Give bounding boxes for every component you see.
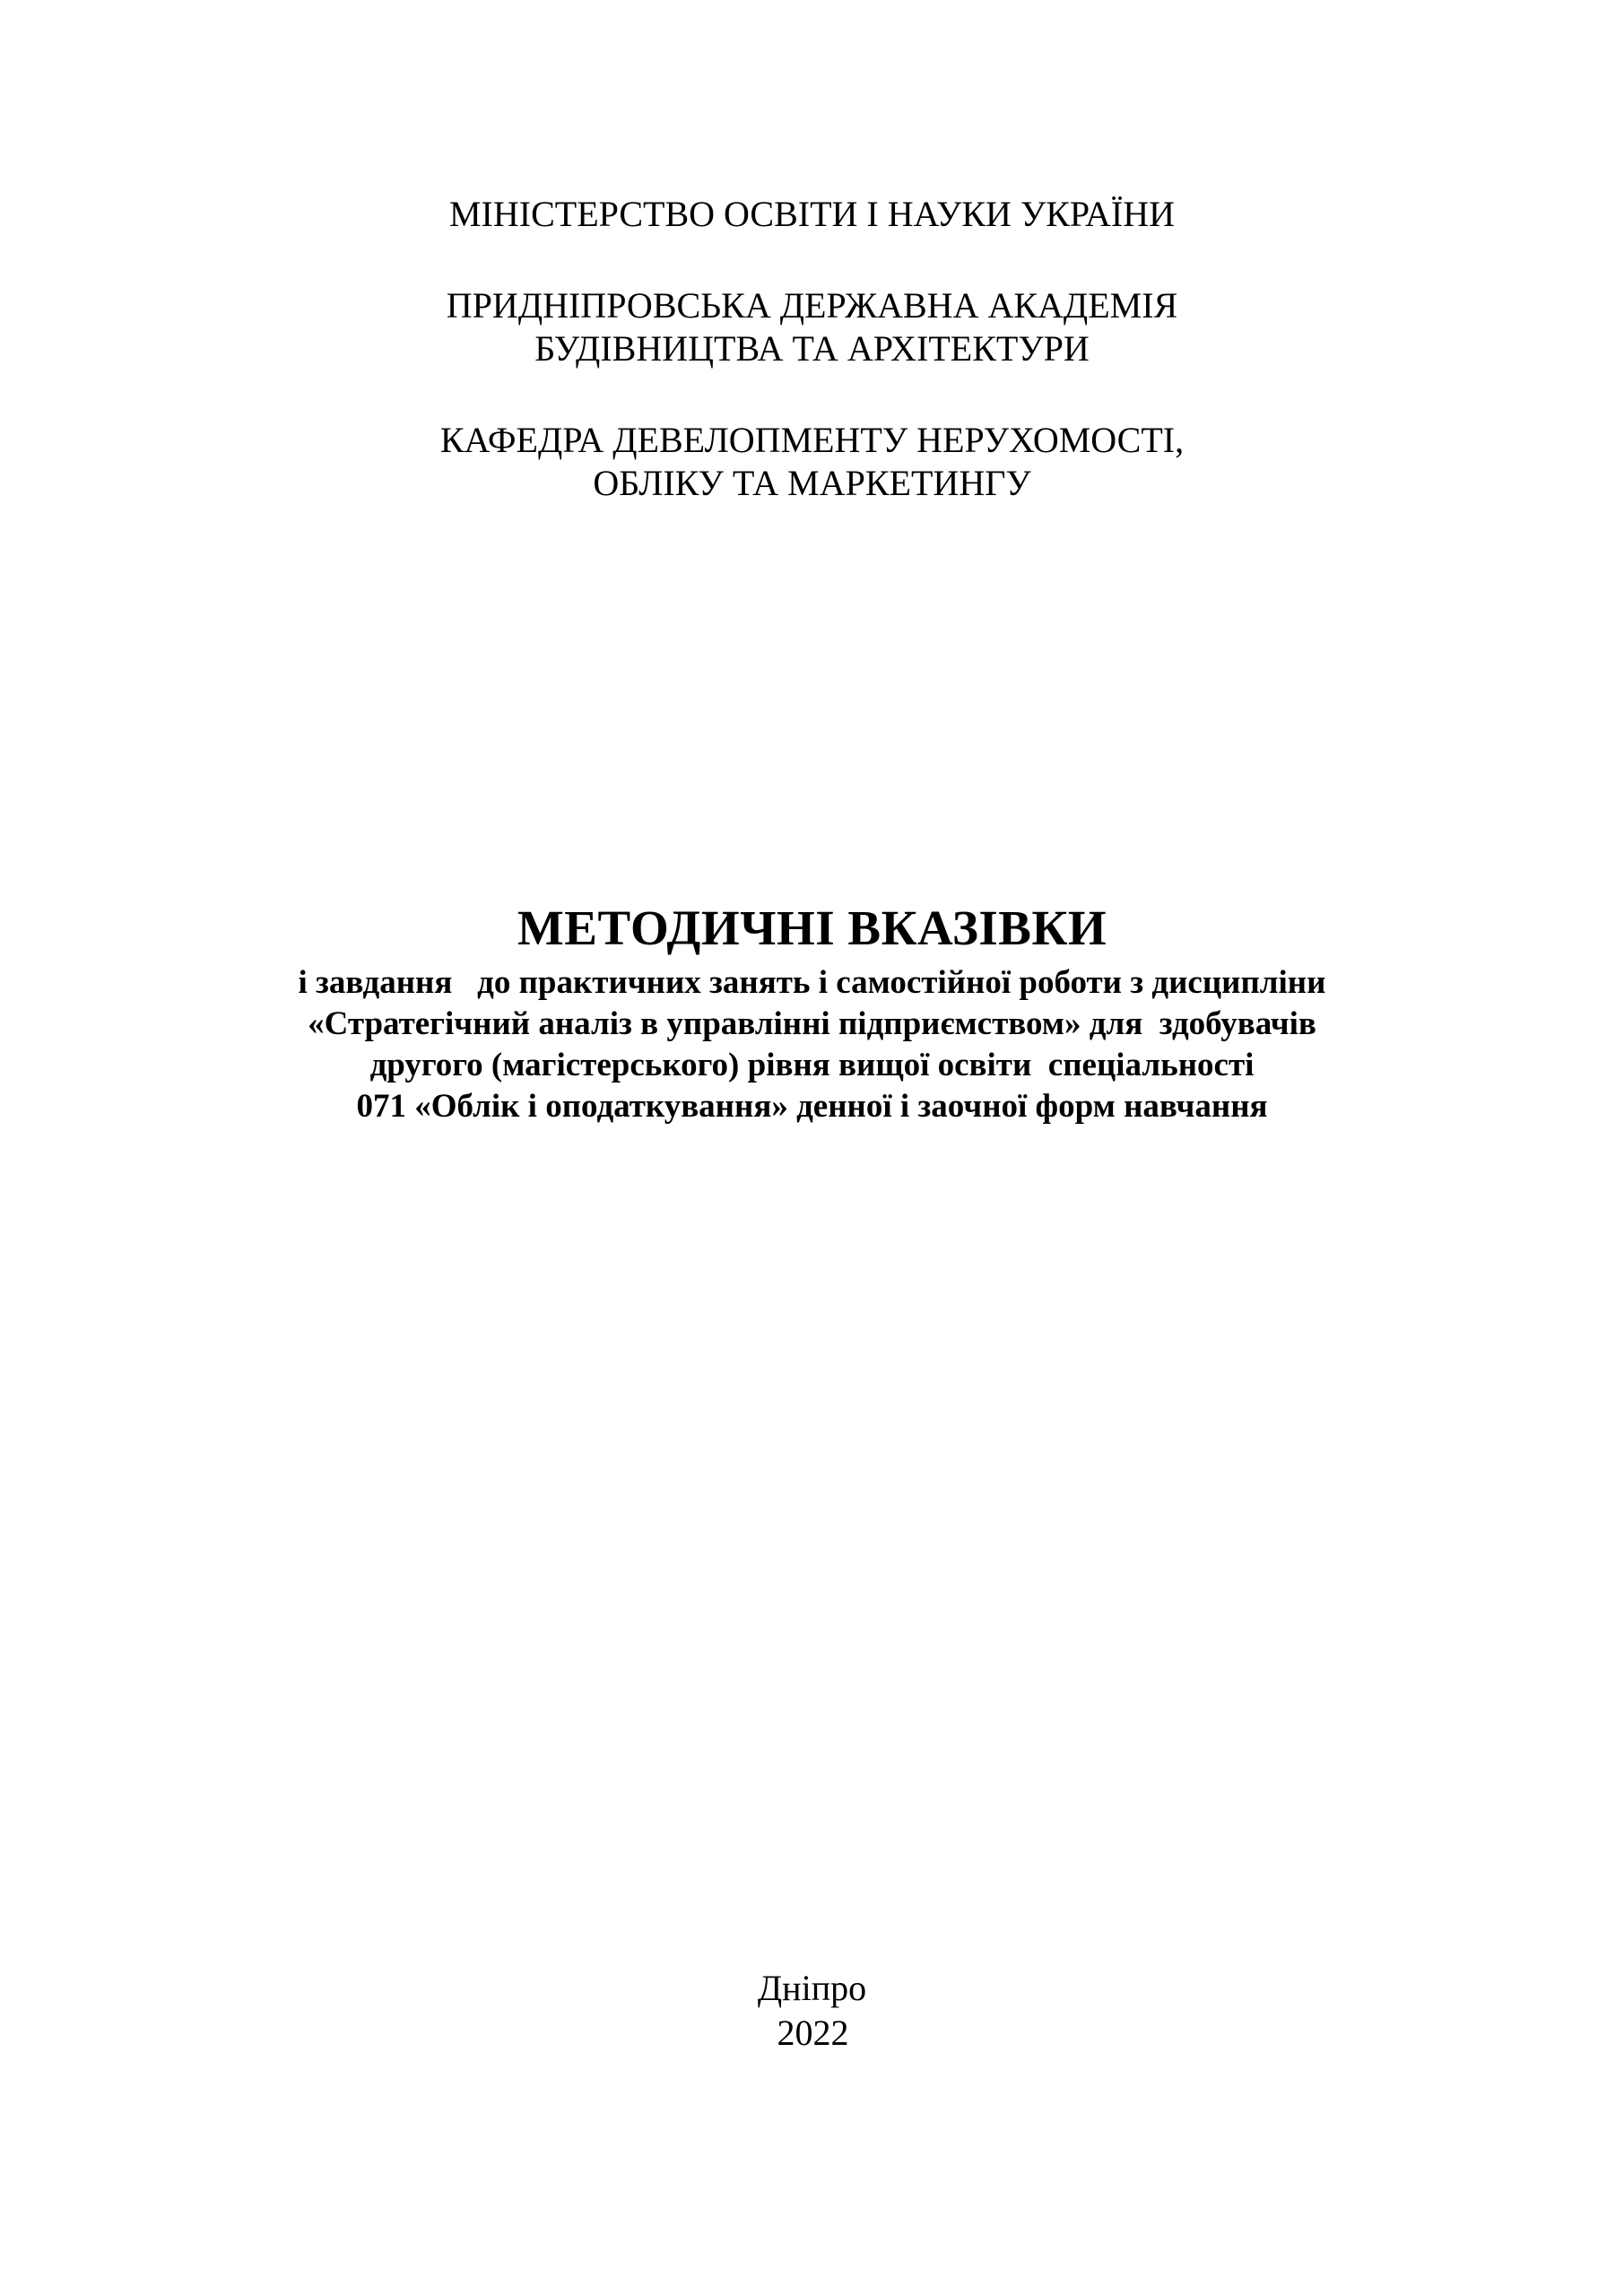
ministry-heading (0, 193, 1624, 236)
department-heading (0, 419, 1624, 505)
document-title-text: МЕТОДИЧНІ ВКАЗІВКИ (517, 900, 1107, 955)
document-subtitle (0, 962, 1624, 1127)
department-name-line-1: КАФЕДРА ДЕВЕЛОПМЕНТУ НЕРУХОМОСТІ, (439, 420, 1185, 460)
department-name-line-2: ОБЛІКУ ТА МАРКЕТИНГУ (593, 463, 1031, 503)
subtitle-line-1: і завдання до практичних занять і самостійної роботи з дисципліни (298, 964, 1326, 1001)
subtitle-line-3: другого (магістерського) рівня вищої освіти спеціальності (369, 1047, 1255, 1083)
academy-name-line-2: БУДІВНИЦТВА ТА АРХІТЕКТУРИ (534, 328, 1090, 369)
document-title (0, 900, 1624, 957)
academy-heading (0, 284, 1624, 370)
ministry-name: МІНІСТЕРСТВО ОСВІТИ І НАУКИ УКРАЇНИ (448, 194, 1175, 234)
subtitle-line-2: «Стратегічний аналіз в управлінні підприємством» для здобувачів (308, 1005, 1316, 1042)
publication-year: 2022 (777, 2013, 849, 2053)
publication-city: Дніпро (757, 1968, 867, 2008)
publication-place-year (0, 1966, 1624, 2056)
subtitle-line-4: 071 «Облік і оподаткування» денної і заочної форм навчання (356, 1088, 1268, 1125)
academy-name-line-1: ПРИДНІПРОВСЬКА ДЕРЖАВНА АКАДЕМІЯ (446, 285, 1178, 326)
